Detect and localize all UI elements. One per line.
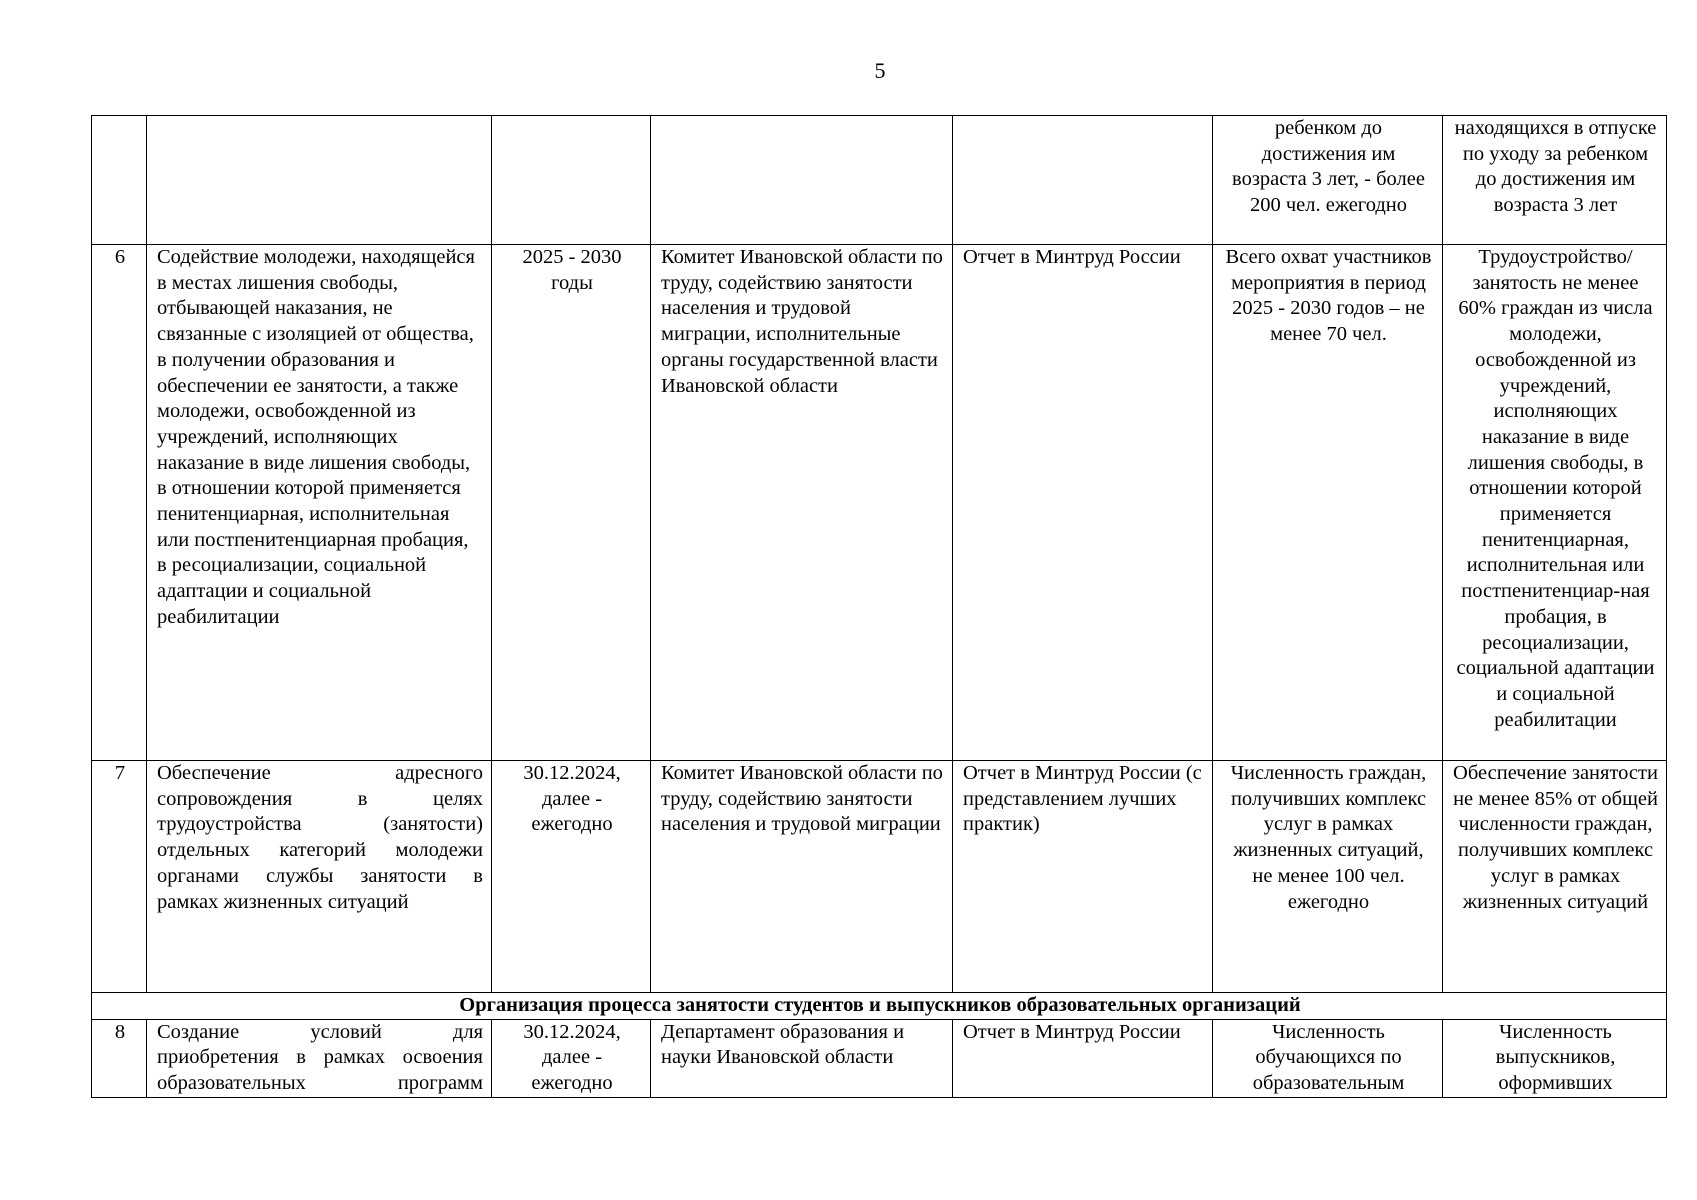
event-line: [157, 787, 483, 813]
word: приобретения: [157, 1046, 279, 1069]
event-line: [157, 761, 483, 787]
report-cell: [953, 116, 1213, 245]
word: сопровождения: [157, 787, 293, 810]
responsible-cell: Комитет Ивановской области по труду, содействию занятости населения и трудовой миграции, исполнительные органы государственной власти Ивановской области: [651, 245, 953, 761]
word: адресного: [395, 762, 483, 784]
deadline-cell: [492, 116, 651, 245]
event-cell: [147, 1019, 492, 1097]
word: условий: [310, 1020, 382, 1043]
event-line: [157, 864, 483, 890]
deadline-cell: 30.12.2024, далее - ежегодно: [492, 761, 651, 993]
word: в: [357, 787, 368, 810]
event-line: [157, 1071, 483, 1097]
report-cell: Отчет в Минтруд России: [953, 1019, 1213, 1097]
deadline-cell: 2025 - 2030 годы: [492, 245, 651, 761]
word: занятости: [360, 864, 447, 887]
word: категорий: [279, 839, 366, 862]
word: в: [296, 1046, 306, 1069]
table-row: [92, 245, 1667, 761]
result-cell: Обеспечение занятости не менее 85% от общей численности граждан, получивших комплекс услуг в рамках жизненных ситуаций: [1443, 761, 1667, 993]
word: образовательных: [157, 1072, 306, 1095]
responsible-cell: [651, 116, 953, 245]
section-title: Организация процесса занятости студентов и выпускников образовательных организаций: [92, 993, 1667, 1020]
row-number: 8: [92, 1019, 147, 1097]
result-cell: Трудоустройство/ занятость не менее 60% граждан из числа молодежи, освобожденной из учреждений, исполняющих наказание в виде лишения свободы, в отношении которой применяется пенитенциарная, исполнительная или постпенитенциар-ная пробация, в ресоциализации, социальной адаптации и социальной реабилитации: [1443, 245, 1667, 761]
word: (занятости): [383, 813, 483, 836]
events-table: [91, 115, 1667, 1098]
word: освоения: [402, 1046, 483, 1069]
word: органами: [157, 864, 240, 887]
word: в: [473, 864, 483, 887]
event-cell: [147, 761, 492, 993]
word: молодежи: [395, 839, 483, 862]
table-row: [92, 1019, 1667, 1097]
table-row: [92, 116, 1667, 245]
word: рамках: [323, 1046, 385, 1069]
table-row: [92, 761, 1667, 993]
event-line: [157, 838, 483, 864]
result-cell: находящихся в отпуске по уходу за ребенком до достижения им возраста 3 лет: [1443, 116, 1667, 245]
word: службы: [265, 864, 334, 887]
indicator-cell: Численность обучающихся по образовательным: [1213, 1019, 1443, 1097]
indicator-cell: ребенком до достижения им возраста 3 лет, - более 200 чел. ежегодно: [1213, 116, 1443, 245]
page-number: 5: [874, 58, 886, 83]
word: Обеспечение: [157, 762, 271, 784]
event-line: [157, 812, 483, 838]
word: трудоустройства: [157, 813, 302, 836]
report-cell: Отчет в Минтруд России (с представлением лучших практик): [953, 761, 1213, 993]
word: для: [452, 1020, 483, 1043]
event-line-last: рамках жизненных ситуаций: [157, 890, 409, 913]
event-cell: Содействие молодежи, находящейся в местах лишения свободы, отбывающей наказания, не связанные с изоляцией от общества, в получении образования и обеспечении ее занятости, а также молодежи, освобожденной из учреждений, исполняющих наказание в виде лишения свободы, в отношении которой применяется пенитенциарная, исполнительная или постпенитенциарная пробация, в ресоциализации, социальной адаптации и социальной реабилитации: [147, 245, 492, 761]
word: целях: [433, 787, 483, 810]
result-cell: Численность выпускников, оформивших: [1443, 1019, 1667, 1097]
indicator-cell: Численность граждан, получивших комплекс услуг в рамках жизненных ситуаций, не менее 100 чел. ежегодно: [1213, 761, 1443, 993]
responsible-cell: Департамент образования и науки Ивановской области: [651, 1019, 953, 1097]
word: Создание: [157, 1020, 240, 1043]
row-number: [92, 116, 147, 245]
row-number: 6: [92, 245, 147, 761]
report-cell: Отчет в Минтруд России: [953, 245, 1213, 761]
event-cell: [147, 116, 492, 245]
word: программ: [397, 1072, 483, 1095]
deadline-cell: 30.12.2024, далее - ежегодно: [492, 1019, 651, 1097]
event-line: [157, 1020, 483, 1046]
responsible-cell: Комитет Ивановской области по труду, содействию занятости населения и трудовой миграции: [651, 761, 953, 993]
event-line: [157, 1045, 483, 1071]
word: отдельных: [157, 839, 250, 862]
section-row: [92, 993, 1667, 1020]
row-number: 7: [92, 761, 147, 993]
indicator-cell: Всего охват участников мероприятия в период 2025 - 2030 годов – не менее 70 чел.: [1213, 245, 1443, 761]
